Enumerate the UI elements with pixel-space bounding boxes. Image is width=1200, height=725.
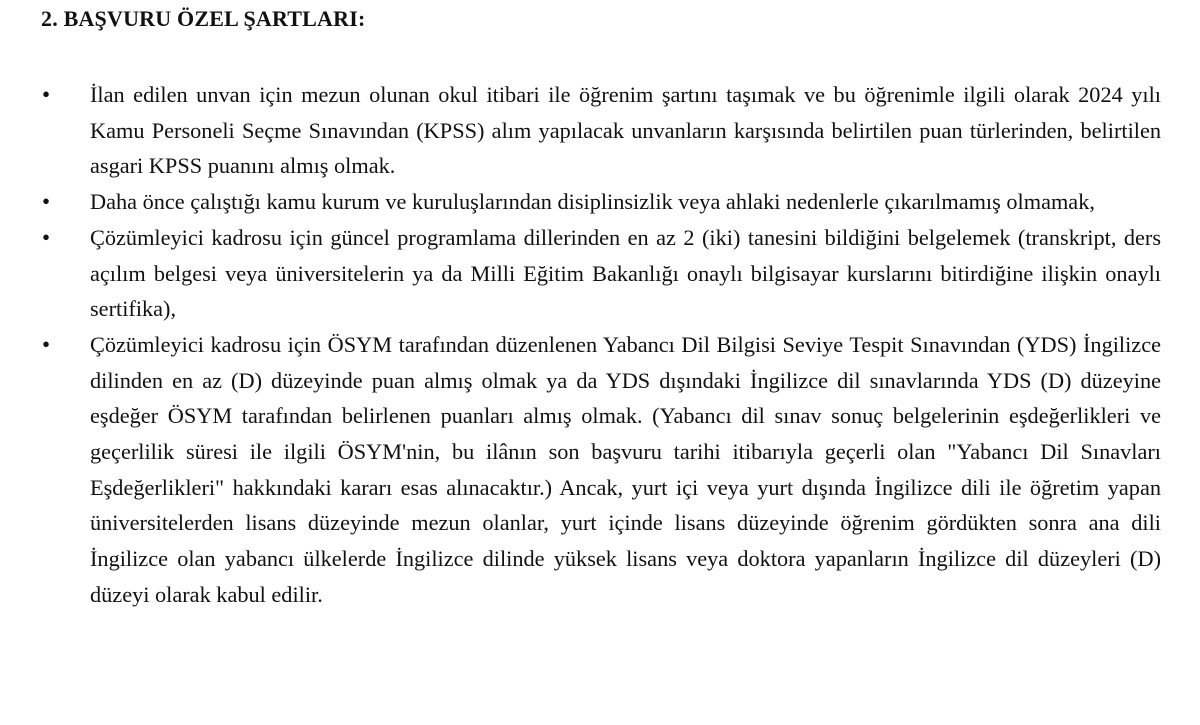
list-item bbox=[0, 220, 1200, 327]
list-item-text: Çözümleyici kadrosu için ÖSYM tarafından düzenlenen Yabancı Dil Bilgisi Seviye Tespit Sınavından (YDS) İngilizce dilinden en az (D) düzeyinde puan almış olmak ya da YDS dışındaki İngilizce dil sınavlarında YDS (D) düzeyine eşdeğer ÖSYM tarafından belirlenen puanları almış olmak. (Yabancı dil sınav sonuç belgelerinin eşdeğerlikleri ve geçerlilik süresi ile ilgili ÖSYM'nin, bu ilânın son başvuru tarihi itibarıyla geçerli olan "Yabancı Dil Sınavları Eşdeğerlikleri" hakkındaki kararı esas alınacaktır.) Ancak, yurt içi veya yurt dışında İngilizce dili ile öğretim yapan üniversitelerden lisans düzeyinde mezun olanlar, yurt içinde lisans düzeyinde öğrenim gördükten sonra ana dili İngilizce olan yabancı ülkelerde İngilizce dilinde yüksek lisans veya doktora yapanların İngilizce dil düzeyleri (D) düzeyi olarak kabul edilir. bbox=[90, 331, 1161, 607]
list-item-text: İlan edilen unvan için mezun olunan okul itibari ile öğrenim şartını taşımak ve bu öğrenimle ilgili olarak 2024 yılı Kamu Personeli Seçme Sınavından (KPSS) alım yapılacak unvanların karşısında belirtilen puan türlerinden, belirtilen asgari KPSS puanını almış olmak. bbox=[90, 82, 1161, 179]
list-item bbox=[0, 327, 1200, 613]
list-item bbox=[0, 184, 1200, 220]
bullet-icon: • bbox=[42, 189, 51, 215]
list-item-text: Daha önce çalıştığı kamu kurum ve kuruluşlarından disiplinsizlik veya ahlaki nedenlerle çıkarılmamış olmamak, bbox=[90, 189, 1095, 215]
requirements-list bbox=[0, 77, 1200, 613]
list-item bbox=[0, 77, 1200, 184]
bullet-icon: • bbox=[42, 82, 51, 107]
bullet-icon: • bbox=[42, 224, 51, 250]
list-item-text: Çözümleyici kadrosu için güncel programlama dillerinden en az 2 (iki) tanesini bildiğini belgelemek (transkript, ders açılım belgesi veya üniversitelerin ya da Milli Eğitim Bakanlığı onaylı bilgisayar kurslarını bitirdiğine ilişkin onaylı sertifika), bbox=[90, 224, 1161, 322]
section-heading: 2. BAŞVURU ÖZEL ŞARTLARI: bbox=[41, 6, 366, 31]
bullet-icon: • bbox=[42, 331, 51, 357]
